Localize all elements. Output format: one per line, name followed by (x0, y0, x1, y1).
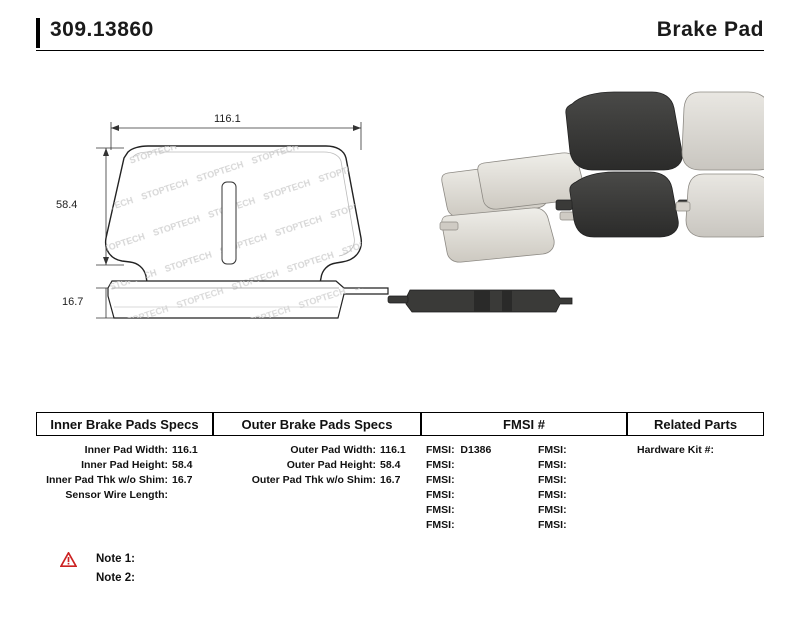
brake-pad-drawings (36, 60, 764, 385)
fmsi-label-right (524, 443, 627, 458)
spec-row (213, 458, 421, 473)
fmsi-label-left (421, 518, 524, 533)
notes-section (36, 552, 436, 590)
product-type-title: Brake Pad (656, 18, 764, 41)
note-row-2 (36, 571, 436, 590)
spec-value: 116.1 (380, 444, 406, 456)
spec-row (36, 488, 213, 503)
spec-label: Outer Pad Height: (286, 459, 376, 471)
spec-label: Inner Pad Thk w/o Shim: (46, 474, 168, 486)
spec-value: 58.4 (172, 459, 193, 471)
related-parts-column (627, 412, 764, 547)
fmsi-left-label: FMSI: (426, 459, 455, 471)
fmsi-label-left (421, 503, 524, 518)
fmsi-left-label: FMSI: (426, 474, 455, 486)
fmsi-right-label: FMSI: (538, 504, 567, 516)
hardware-kit-label: Hardware Kit #: (637, 444, 715, 456)
fmsi-label-left (421, 473, 524, 488)
fmsi-row (421, 518, 627, 533)
fmsi-right-label: FMSI: (538, 444, 567, 456)
related-parts-body (627, 436, 764, 458)
fmsi-left-label: FMSI: (426, 504, 455, 516)
note-row-1 (36, 552, 436, 571)
spec-row (213, 473, 421, 488)
spec-label: Inner Pad Width: (84, 444, 168, 456)
fmsi-label-left (421, 443, 524, 458)
dimension-height-label: 58.4 (56, 199, 78, 211)
specifications-tables (36, 412, 764, 547)
outer-pad-specs-title: Outer Brake Pads Specs (213, 412, 421, 436)
spec-label: Sensor Wire Length: (65, 489, 168, 501)
warning-icon (60, 552, 77, 567)
spec-value: 16.7 (380, 474, 401, 486)
fmsi-left-label: FMSI: (426, 444, 455, 456)
fmsi-row (421, 503, 627, 518)
spec-label: Outer Pad Thk w/o Shim: (251, 474, 376, 486)
inner-pad-specs-body (36, 436, 213, 503)
dimension-width-label: 116.1 (214, 113, 241, 125)
fmsi-left-value: D1386 (460, 444, 492, 456)
spec-row (36, 473, 213, 488)
fmsi-row (421, 458, 627, 473)
inner-pad-specs-title: Inner Brake Pads Specs (36, 412, 213, 436)
fmsi-row (421, 443, 627, 458)
fmsi-right-label: FMSI: (538, 459, 567, 471)
outer-pad-specs-column (213, 412, 421, 547)
outer-pad-specs-body (213, 436, 421, 488)
fmsi-label-right (524, 458, 627, 473)
spec-value: 58.4 (380, 459, 401, 471)
spec-row (213, 443, 421, 458)
fmsi-row (421, 488, 627, 503)
fmsi-left-label: FMSI: (426, 519, 455, 531)
spec-row (36, 458, 213, 473)
fmsi-label-right (524, 503, 627, 518)
related-parts-title: Related Parts (627, 412, 764, 436)
fmsi-label-right (524, 488, 627, 503)
spec-value: 16.7 (172, 474, 193, 486)
header-accent-bar (36, 18, 40, 48)
spec-label: Inner Pad Height: (81, 459, 168, 471)
inner-pad-specs-column (36, 412, 213, 547)
page-header (36, 16, 764, 51)
note-1-label: Note 1: (96, 553, 135, 565)
fmsi-right-label: FMSI: (538, 489, 567, 501)
fmsi-label-left (421, 488, 524, 503)
note-2-label: Note 2: (96, 572, 135, 584)
spec-value: 116.1 (172, 444, 198, 456)
fmsi-right-label: FMSI: (538, 519, 567, 531)
fmsi-label-left (421, 458, 524, 473)
fmsi-right-label: FMSI: (538, 474, 567, 486)
fmsi-label-right (524, 518, 627, 533)
spec-label: Outer Pad Width: (290, 444, 376, 456)
spec-row (36, 443, 213, 458)
fmsi-title: FMSI # (421, 412, 627, 436)
dimension-thickness-label: 16.7 (62, 296, 84, 308)
fmsi-left-label: FMSI: (426, 489, 455, 501)
fmsi-row (421, 473, 627, 488)
fmsi-column (421, 412, 627, 547)
technical-drawing-area (36, 60, 764, 385)
part-number: 309.13860 (50, 18, 154, 41)
fmsi-body (421, 436, 627, 533)
fmsi-label-right (524, 473, 627, 488)
